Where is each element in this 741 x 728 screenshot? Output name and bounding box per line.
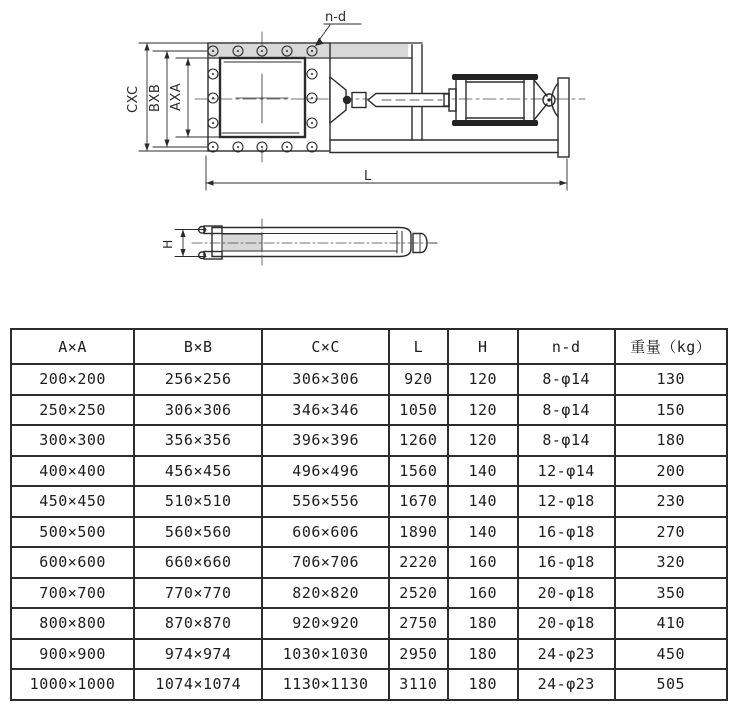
cell: 706×706 — [262, 547, 389, 578]
cell: 270 — [615, 517, 727, 548]
cell: 306×306 — [134, 395, 262, 426]
cell: 2520 — [389, 578, 448, 609]
table-row — [11, 517, 727, 548]
cell: 700×700 — [11, 578, 134, 609]
cell: 770×770 — [134, 578, 262, 609]
cell: 1000×1000 — [11, 669, 134, 700]
tie-rod-bottom — [452, 120, 538, 126]
dim-label-h: H — [160, 239, 175, 249]
cell: 1050 — [389, 395, 448, 426]
cell: 500×500 — [11, 517, 134, 548]
dim-label-axa: AXA — [169, 82, 184, 111]
cell: 160 — [448, 578, 518, 609]
cell: 120 — [448, 425, 518, 456]
header-row — [11, 329, 727, 364]
cell: 120 — [448, 364, 518, 395]
table-row — [11, 608, 727, 639]
cell: 456×456 — [134, 456, 262, 487]
dim-label-bxb: BXB — [148, 83, 163, 112]
dim-label-nd: n-d — [325, 10, 347, 25]
cylinder — [444, 74, 538, 126]
table-row — [11, 639, 727, 670]
cell: 8-φ14 — [518, 425, 615, 456]
cell: 150 — [615, 395, 727, 426]
cell: 20-φ18 — [518, 578, 615, 609]
cell: 606×606 — [262, 517, 389, 548]
header-weight: 重量（kg） — [615, 329, 727, 364]
cell: 16-φ18 — [518, 517, 615, 548]
cell: 12-φ18 — [518, 486, 615, 517]
cell: 180 — [448, 639, 518, 670]
cell: 356×356 — [134, 425, 262, 456]
side-view — [175, 219, 438, 266]
cell: 160 — [448, 547, 518, 578]
cell: 140 — [448, 486, 518, 517]
cell: 505 — [615, 669, 727, 700]
table-row — [11, 547, 727, 578]
frame-end-plate — [558, 78, 569, 157]
cell: 1670 — [389, 486, 448, 517]
cell: 24-φ23 — [518, 669, 615, 700]
table-row — [11, 456, 727, 487]
cell: 900×900 — [11, 639, 134, 670]
cell: 660×660 — [134, 547, 262, 578]
cell: 2750 — [389, 608, 448, 639]
cell: 1030×1030 — [262, 639, 389, 670]
front-view — [139, 24, 585, 190]
cell: 1260 — [389, 425, 448, 456]
cell: 510×510 — [134, 486, 262, 517]
cell: 496×496 — [262, 456, 389, 487]
cell: 2950 — [389, 639, 448, 670]
cell: 1130×1130 — [262, 669, 389, 700]
table-row — [11, 486, 727, 517]
header-cxc: C×C — [262, 329, 389, 364]
table-row — [11, 395, 727, 426]
cell: 140 — [448, 517, 518, 548]
cell: 200×200 — [11, 364, 134, 395]
cell: 250×250 — [11, 395, 134, 426]
table-row — [11, 364, 727, 395]
cell: 300×300 — [11, 425, 134, 456]
cell: 230 — [615, 486, 727, 517]
table-row — [11, 425, 727, 456]
header-axa: A×A — [11, 329, 134, 364]
cell: 346×346 — [262, 395, 389, 426]
cell: 820×820 — [262, 578, 389, 609]
opening-outline — [220, 58, 305, 137]
header-bxb: B×B — [134, 329, 262, 364]
cell: 8-φ14 — [518, 364, 615, 395]
side-flange-bar-bottom — [204, 252, 222, 260]
cell: 12-φ14 — [518, 456, 615, 487]
header-h: H — [448, 329, 518, 364]
cell: 256×256 — [134, 364, 262, 395]
frame-post — [412, 45, 422, 140]
gate-clevis-and-rod — [330, 77, 449, 123]
cell: 130 — [615, 364, 727, 395]
table-row — [11, 578, 727, 609]
cell: 1890 — [389, 517, 448, 548]
cell: 560×560 — [134, 517, 262, 548]
cell: 410 — [615, 608, 727, 639]
gate-edge-lines — [222, 62, 301, 133]
frame-bottom-rail — [330, 140, 558, 153]
cell: 870×870 — [134, 608, 262, 639]
technical-drawing — [0, 0, 741, 322]
cell: 800×800 — [11, 608, 134, 639]
center-crosshair — [236, 74, 288, 123]
cell: 20-φ18 — [518, 608, 615, 639]
table-row — [11, 669, 727, 700]
dim-label-cxc: CXC — [126, 85, 141, 113]
side-end-inner-lines — [397, 231, 402, 253]
cell: 556×556 — [262, 486, 389, 517]
cell: 8-φ14 — [518, 395, 615, 426]
dimension-table — [10, 328, 728, 701]
cell: 400×400 — [11, 456, 134, 487]
cell: 180 — [448, 669, 518, 700]
side-body-section — [222, 234, 262, 251]
cell: 450 — [615, 639, 727, 670]
rear-knuckle — [534, 80, 558, 120]
cell: 320 — [615, 547, 727, 578]
cell: 396×396 — [262, 425, 389, 456]
cell: 974×974 — [134, 639, 262, 670]
cell: 140 — [448, 456, 518, 487]
dim-label-l: L — [364, 169, 372, 184]
cell: 920 — [389, 364, 448, 395]
cell: 3110 — [389, 669, 448, 700]
cell: 180 — [615, 425, 727, 456]
cell: 2220 — [389, 547, 448, 578]
cell: 600×600 — [11, 547, 134, 578]
cell: 1560 — [389, 456, 448, 487]
cell: 180 — [448, 608, 518, 639]
cell: 16-φ18 — [518, 547, 615, 578]
cell: 120 — [448, 395, 518, 426]
cell: 1074×1074 — [134, 669, 262, 700]
cell: 350 — [615, 578, 727, 609]
cell: 24-φ23 — [518, 639, 615, 670]
cell: 200 — [615, 456, 727, 487]
cell: 306×306 — [262, 364, 389, 395]
cell: 920×920 — [262, 608, 389, 639]
cell: 450×450 — [11, 486, 134, 517]
header-l: L — [389, 329, 448, 364]
tie-rod-top — [452, 74, 538, 80]
header-nd: n-d — [518, 329, 615, 364]
